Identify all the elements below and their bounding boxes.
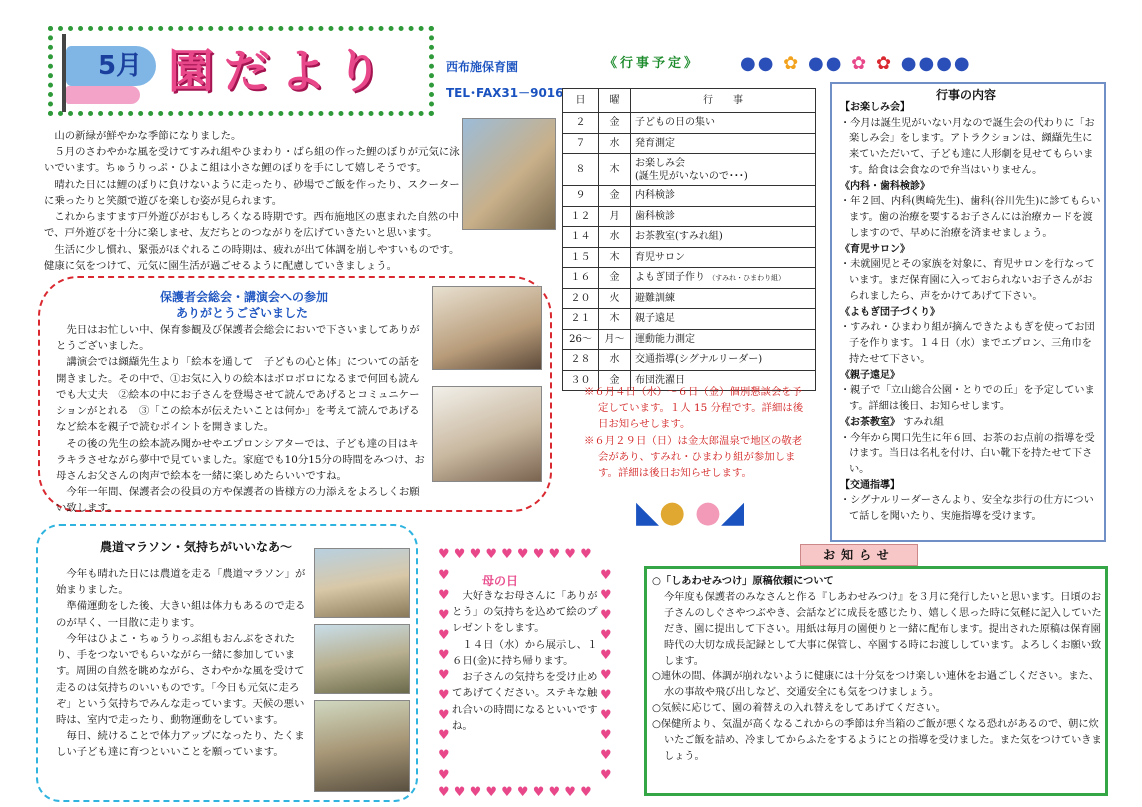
tulip-row-icon: ♥ ♥ ♥ ♥ ♥ ♥ ♥ ♥ ♥ ♥: [438, 547, 592, 562]
section-heading: 【交通指導】: [840, 479, 900, 491]
bear-mascot-icon: ◣● ●◢: [636, 495, 745, 530]
section-text: ・シグナルリーダーさんより、安全な歩行の仕方について話しを聞いたり、実施指導を受けます。: [840, 495, 1094, 523]
section-text: ・今年から関口先生に年６回、お茶のお点前の指導を受けます。当日は名札を付け、白い靴下を持たせて下さい。: [840, 432, 1095, 476]
event-name: 避難訓練: [631, 288, 816, 309]
pta-subtitle: ありがとうございました: [176, 306, 309, 320]
table-row: [563, 227, 816, 248]
event-day: １４: [563, 227, 599, 248]
tulip-row-icon: ♥ ♥ ♥ ♥ ♥ ♥ ♥ ♥ ♥ ♥: [438, 785, 592, 800]
section-text: ・年２回、内科(輿崎先生)、歯科(谷川先生)に診てもらいます。歯の治療を要するお子さんには治療カードを渡しますので、早めに治療を済ませましょう。: [840, 196, 1101, 239]
event-day: ２: [563, 113, 599, 134]
event-weekday: 金: [599, 268, 631, 289]
section-heading: 《お茶教室》: [840, 416, 900, 428]
header-day: 日: [563, 89, 599, 113]
marathon-paragraph: 準備運動をした後、大きい組は体力もあるので走るのが早く、一目散に走ります。: [56, 600, 306, 629]
event-weekday: 金: [599, 370, 631, 391]
event-weekday: 月: [599, 206, 631, 227]
marathon-photo: [314, 700, 410, 792]
table-header-row: [563, 89, 816, 113]
event-day: ９: [563, 186, 599, 207]
tel-fax: TEL･FAX31－9016: [446, 86, 564, 100]
intro-paragraph: 生活に少し慣れ、緊張がほぐれるこの時期は、疲れが出て体調を崩しやすいものです。健康に気をつけて、元気に園生活が過ごせるように配慮していきましょう。: [44, 243, 460, 272]
event-day: ３０: [563, 370, 599, 391]
pta-text: [56, 322, 428, 517]
event-details-text: [840, 100, 1102, 525]
event-name: 運動能力測定: [631, 329, 816, 350]
flower-decoration-icon: ●● ✿ ●● ✿ ✿ ●●●●: [740, 53, 972, 74]
section-text: ・今月は誕生児がいない月なので誕生会の代わりに「お楽しみ会」をします。アトラクションは、纐纈先生に来ていただいて、子ども達に人形劇を見せてもらいます。給食は会食なので弁当はいりません。: [840, 117, 1095, 176]
marathon-paragraph: 毎日、続けることで体力アップになったり、たくましい子ども達に育つといいことを願っています。: [56, 730, 305, 759]
month-label: 5月: [98, 51, 143, 81]
table-row: [563, 309, 816, 330]
event-name: 歯科検診: [631, 206, 816, 227]
mothers-day-paragraph: お子さんの気持ちを受け止めてあげてください。ステキな触れ合いの時間になるといいですね。: [452, 671, 598, 732]
lecture-photo: [432, 286, 542, 370]
announcement-text: ○連休の間、体調が崩れないように健康には十分気をつけ楽しい連休をお過ごしください。また、水の事故や飛び出しなど、交通安全にも気をつけましょう。: [652, 671, 1099, 699]
announcements-tag: お知らせ: [800, 544, 918, 566]
event-name: 布団洗濯日: [631, 370, 816, 391]
event-name: お茶教室(すみれ組): [631, 227, 816, 248]
header-weekday: 曜: [599, 89, 631, 113]
table-row: [563, 350, 816, 371]
marathon-paragraph: 今年はひよこ・ちゅうりっぷ組もおんぶをされたり、手をつないでもらいながら一緒に参加しています。周囲の自然を眺めながら、さわやかな風を受けて走るのは気持ちのいいものです。「今日も元気に走ろぞ」という気持ちでみんな走っています。天候の悪い時は、室内で走ったり、動物運動をしています。: [56, 632, 305, 726]
section-heading: 《よもぎ団子づくり》: [840, 306, 940, 318]
marathon-photo: [314, 548, 410, 618]
announcements-text: [652, 574, 1104, 765]
event-name: 子どもの日の集い: [631, 113, 816, 134]
marathon-paragraph: 今年も晴れた日には農道を走る「農道マラソン」が始まりました。: [56, 568, 306, 597]
event-name: 発育測定: [631, 133, 816, 154]
event-name-note: (誕生児がいないので･･･): [635, 170, 748, 182]
mothers-day-text: [452, 588, 598, 734]
event-day: ２８: [563, 350, 599, 371]
event-day: １６: [563, 268, 599, 289]
table-row: [563, 133, 816, 154]
intro-paragraph: ５月のさわやかな風を受けてすみれ組やひまわり・ばら組の作った鯉のぼりが元気に泳いでいます。ちゅうりっぷ・ひよこ組は小さな鯉のぼりを手にして嬉しそうです。: [44, 146, 460, 175]
schedule-notices: [584, 384, 812, 481]
section-heading: 【お楽しみ会】: [840, 102, 910, 113]
event-name: 交通指導(シグナルリーダー): [631, 350, 816, 371]
table-row: [563, 329, 816, 350]
pta-paragraph: 講演会では纐纈先生より「絵本を通して 子どもの心と体」についての話を開きました。その中で、①お気に入りの絵本はボロボロになるまで何回も読んでも大丈夫 ②絵本の中にお子さんを登場させて読んであげるとコミュニケーションがとれる ③「この絵本が伝えたいことは何か」を考えて読んであげるなど絵本を親子で読むポイントを開きました。: [56, 356, 420, 434]
table-row: [563, 288, 816, 309]
event-day: ８: [563, 154, 599, 186]
events-title: 《行事予定》: [604, 56, 701, 71]
event-day: ７: [563, 133, 599, 154]
pta-paragraph: 先日はお忙しい中、保育参観及び保護者会総会においで下さいましてありがとうございました。: [56, 324, 420, 353]
event-name: [631, 154, 816, 186]
mothers-day-title: 母の日: [482, 574, 519, 588]
announcement-heading: ○「しあわせみつけ」原稿依頼について: [652, 575, 834, 587]
event-weekday: 金: [599, 113, 631, 134]
notice-item: ※６月４日（水）～６日（金）個別懇談会を予定しています。１人 15 分程です。詳細は後日お知らせします。: [584, 386, 804, 431]
intro-text: [44, 128, 464, 274]
event-day: １５: [563, 247, 599, 268]
event-weekday: 水: [599, 350, 631, 371]
section-heading: 《内科・歯科検診》: [840, 180, 930, 192]
table-row: [563, 186, 816, 207]
notice-item: ※６月２９日（日）は金太郎温泉で地区の敬老会があり、すみれ・ひまわり組が参加します。詳細は後日お知らせします。: [584, 434, 803, 480]
table-row: [563, 206, 816, 227]
event-name-note: （すみれ・ひまわり組）: [708, 274, 786, 282]
event-name-main: よもぎ団子作り: [635, 272, 705, 283]
tulip-column-icon: ♥ ♥ ♥ ♥ ♥ ♥ ♥ ♥ ♥ ♥ ♥: [600, 568, 612, 783]
intro-paragraph: 晴れた日には鯉のぼりに負けないように走ったり、砂場でご飯を作ったり、スクーターに乗ったりと笑顔で遊びを楽しむ姿が見られます。: [44, 178, 460, 207]
event-weekday: 金: [599, 186, 631, 207]
table-row: [563, 113, 816, 134]
section-heading: 《親子遠足》: [840, 369, 900, 381]
marathon-title: 農道マラソン・気持ちがいいなあ～: [100, 540, 293, 554]
announcement-text: 今年度も保護者のみなさんと作る『しあわせみつけ』を３月に発行したいと思います。日頃のお子さんのしぐさやつぶやき、会話などに成長を感じたり、嬉しく思った時に気軽に記入していただき、園に提出して下さい。用紙は毎月の園便りと一緒に配布します。提出された原稿は保育園時代の大切な成長記録として大事に保管し、卒園する時にお渡ししています。よろしくお願い致します。: [664, 591, 1102, 667]
table-row: [563, 154, 816, 186]
table-row: [563, 268, 816, 289]
event-name-main: お楽しみ会: [635, 157, 685, 169]
pta-paragraph: その後の先生の絵本読み聞かせやエプロンシアターでは、子ども達の目はキラキラさせながら夢中で見ていました。家庭でも10分15分の時間をみつけ、お母さんお父さんの肉声で絵本を一緒に楽しめたらいいですね。: [56, 437, 425, 482]
page-title: 園だより: [168, 44, 392, 98]
section-text: ・親子で「立山総合公園・とりでの丘」を予定しています。詳細は後日、お知らせします。: [840, 385, 1095, 412]
event-day: ２０: [563, 288, 599, 309]
section-heading-row: [840, 415, 1102, 431]
intro-paragraph: 山の新緑が鮮やかな季節になりました。: [54, 130, 242, 142]
event-name: 内科検診: [631, 186, 816, 207]
event-weekday: 水: [599, 227, 631, 248]
event-weekday: 月～: [599, 329, 631, 350]
event-name: 親子遠足: [631, 309, 816, 330]
announcement-text: ○気候に応じて、園の着替えの入れ替えをしてあげてください。: [652, 703, 946, 715]
intro-paragraph: これからますます戸外遊びがおもしろくなる時期です。西布施地区の恵まれた自然の中で、戸外遊びを十分に楽しませ、友だちとのつながりを広げていきたいと思います。: [44, 211, 459, 240]
section-heading: 《育児サロン》: [840, 243, 910, 255]
event-weekday: 木: [599, 154, 631, 186]
section-text: ・未就園児とその家族を対象に、育児サロンを行なっています。まだ保育園に入っておられないお子さんがおられましたら、声をかけてあげて下さい。: [840, 259, 1095, 302]
event-details-title: 行事の内容: [936, 88, 997, 102]
event-weekday: 水: [599, 133, 631, 154]
school-name: 西布施保育園: [446, 60, 519, 74]
picture-book-photo: [432, 386, 542, 482]
event-day: ２１: [563, 309, 599, 330]
event-weekday: 木: [599, 247, 631, 268]
section-heading-suffix: すみれ組: [903, 416, 944, 428]
small-carp-icon: [66, 86, 140, 104]
pta-title: 保護者会総会・講演会への参加: [160, 290, 329, 304]
mothers-day-paragraph: １４日（水）から展示し、１６日(金)に持ち帰ります。: [452, 638, 598, 667]
mothers-day-paragraph: 大好きなお母さんに「ありがとう」の気持ちを込めて絵のプレゼントをします。: [452, 590, 598, 635]
marathon-text: [56, 566, 312, 761]
pta-paragraph: 今年一年間、保護者会の役員の方や保護者の皆様方の力添えをよろしくお願い致します。: [56, 486, 420, 515]
header-event: 行 事: [631, 89, 816, 113]
event-name: 育児サロン: [631, 247, 816, 268]
event-name: [631, 268, 816, 289]
events-table: [562, 88, 816, 391]
event-day: １２: [563, 206, 599, 227]
carp-streamer-photo: [462, 118, 556, 230]
announcement-text: ○保健所より、気温が高くなるこれからの季節は弁当箱のご飯が悪くなる恐れがあるので、朝に炊いたご飯を詰め、冷ましてからふたをするようにとの指導を受けました。また気をつけていきましょう。: [652, 719, 1102, 762]
marathon-photo: [314, 624, 410, 694]
table-row: [563, 247, 816, 268]
event-weekday: 木: [599, 309, 631, 330]
section-text: ・すみれ・ひまわり組が摘んできたよもぎを使ってお団子を作ります。１４日（水）までエプロン、三角巾を持たせて下さい。: [840, 322, 1095, 365]
event-weekday: 火: [599, 288, 631, 309]
tulip-column-icon: ♥ ♥ ♥ ♥ ♥ ♥ ♥ ♥ ♥ ♥ ♥: [438, 568, 450, 783]
event-day: 26～: [563, 329, 599, 350]
